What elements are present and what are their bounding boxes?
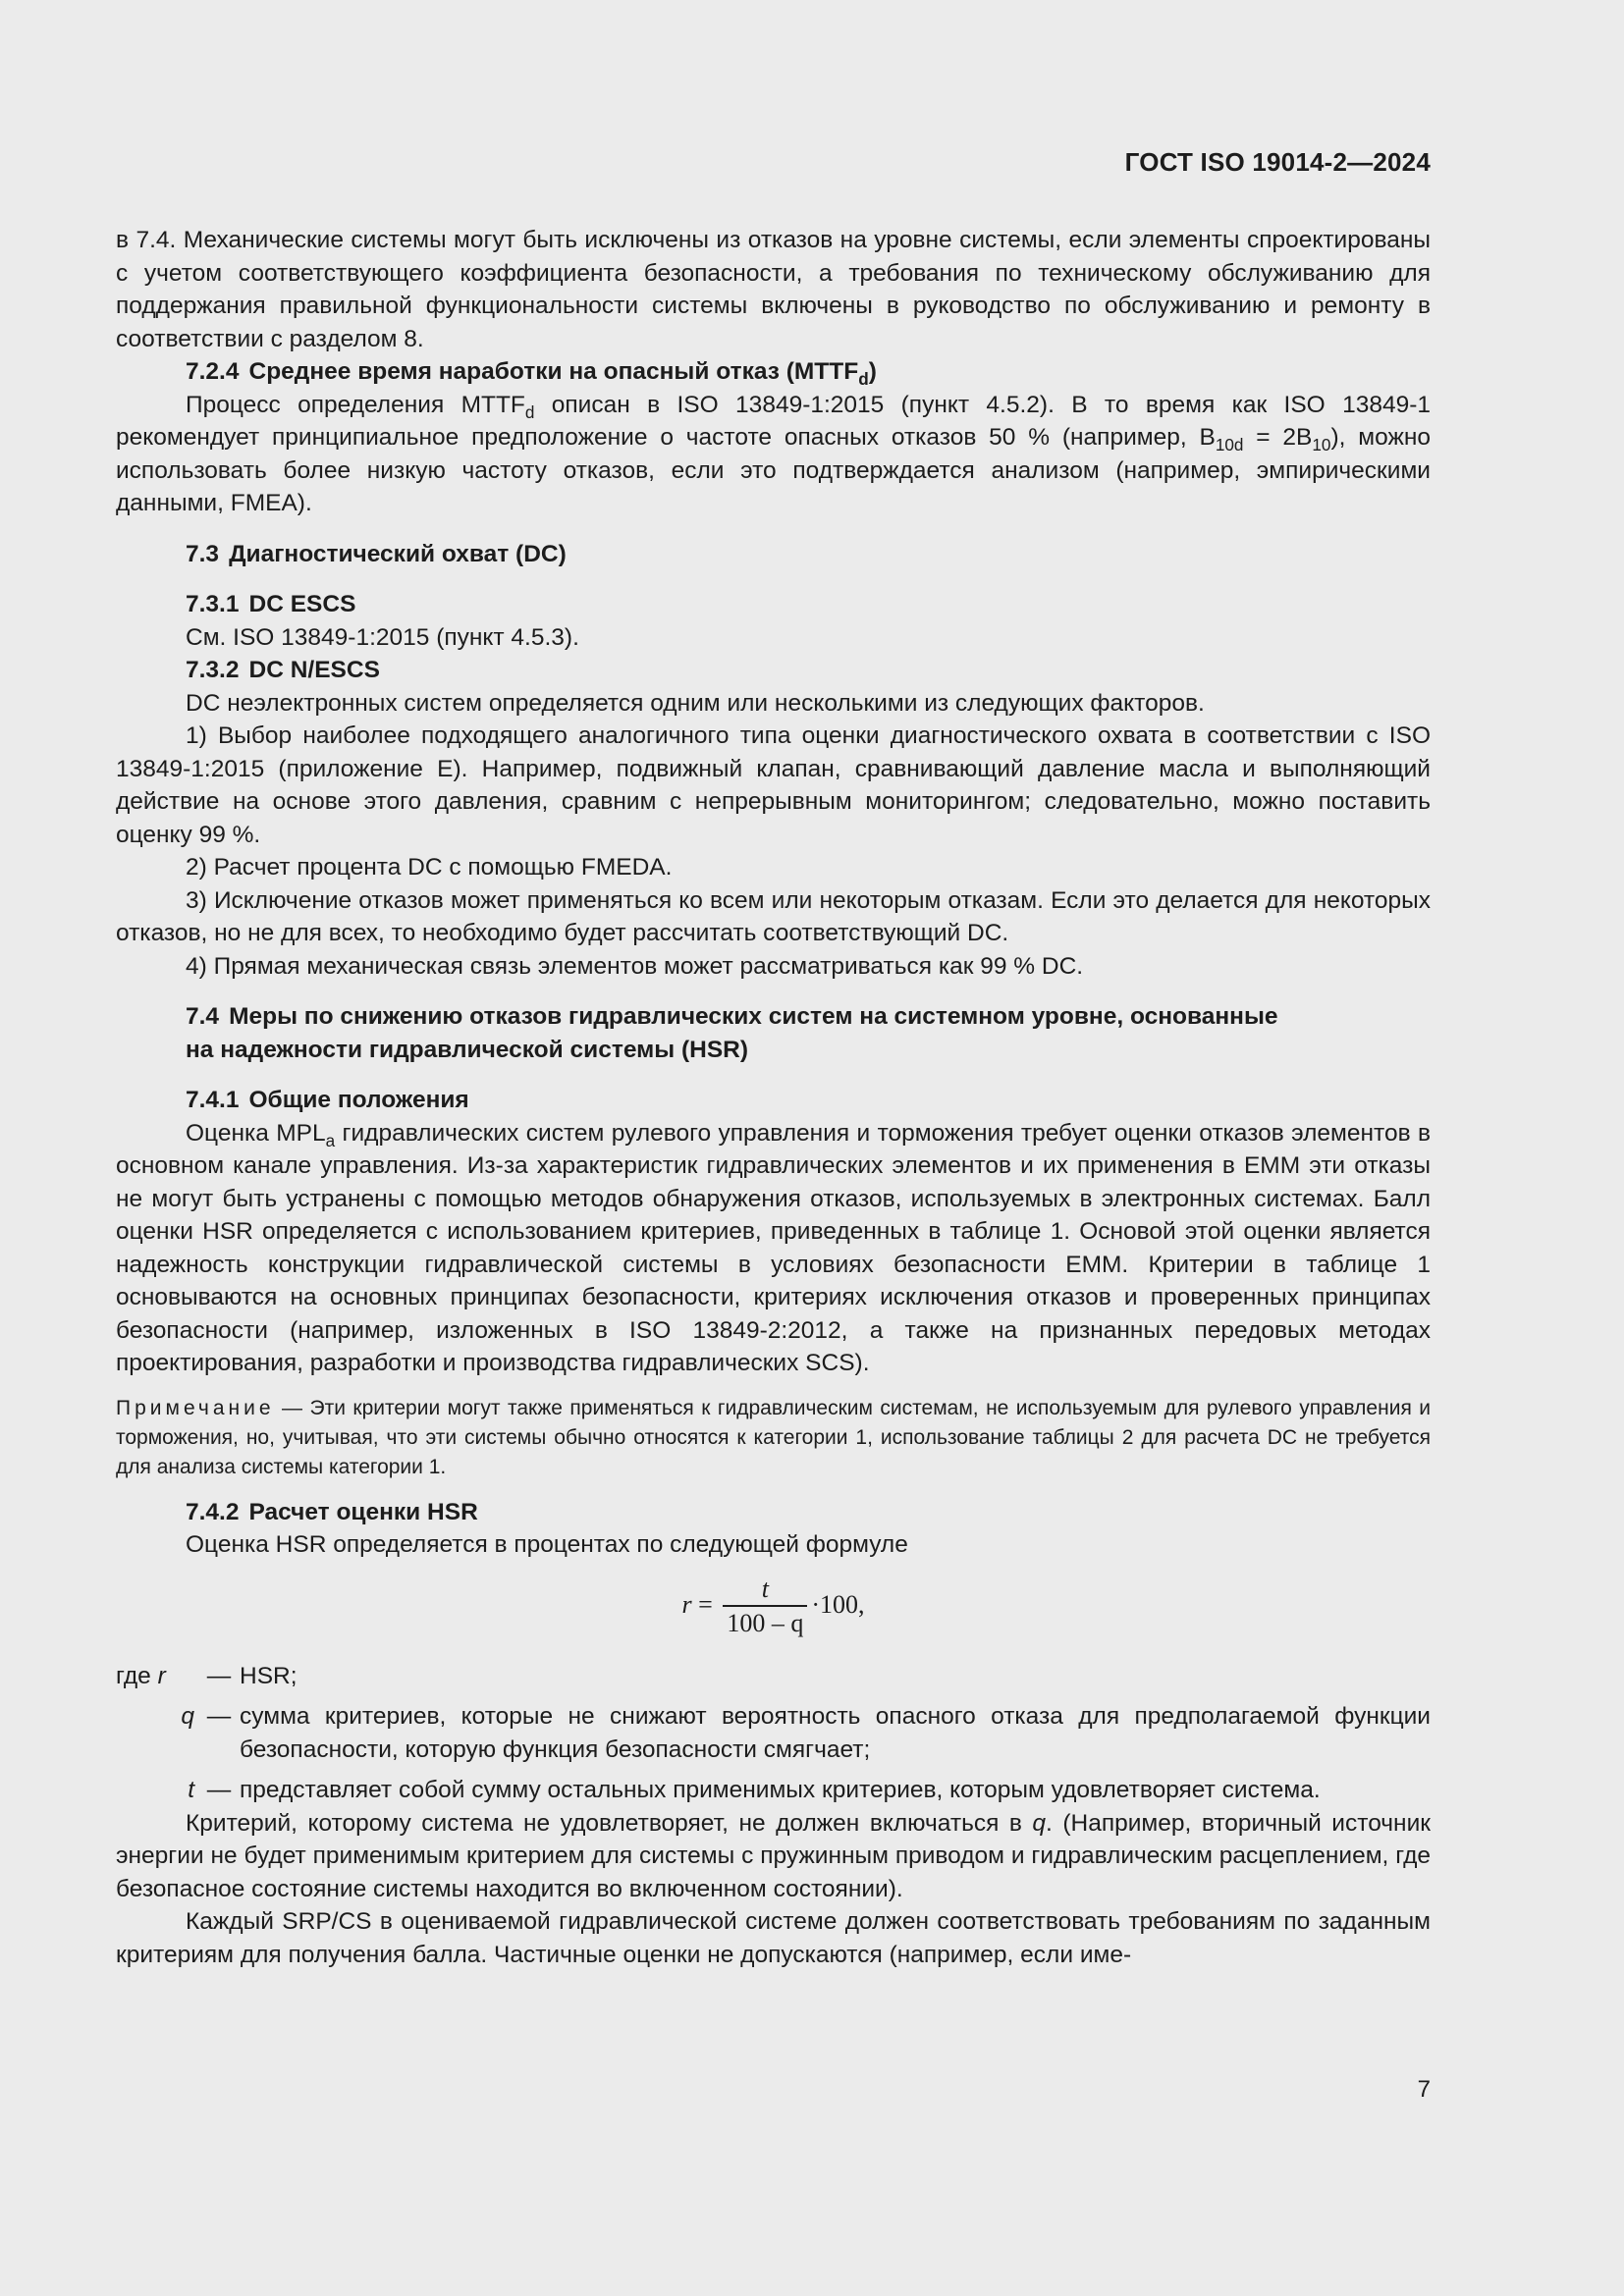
- paragraph-mttf: [116, 389, 1431, 520]
- section-title: Расчет оценки HSR: [248, 1498, 478, 1525]
- section-number: 7.2.4: [186, 358, 240, 385]
- page-body: [116, 224, 1431, 1971]
- definition-dash: —: [206, 1777, 232, 1803]
- formula-fraction: [723, 1574, 807, 1640]
- definition-symbol: t: [188, 1777, 194, 1803]
- section-number: 7.3.2: [186, 657, 240, 683]
- subscript: d: [858, 368, 869, 389]
- section-number: 7.4.2: [186, 1498, 240, 1525]
- formula-denominator: 100 – q: [727, 1608, 804, 1637]
- hsr-formula: [116, 1574, 1431, 1640]
- text-run: Процесс определения MTTF: [186, 391, 525, 418]
- paragraph-general: [116, 1117, 1431, 1380]
- section-title-line2: на надежности гидравлической системы (HSR): [186, 1036, 749, 1063]
- definition-symbol: [116, 1660, 198, 1693]
- section-heading-7-4: [116, 1000, 1431, 1066]
- page-number: 7: [1417, 2076, 1431, 2103]
- paragraph-criterion: [116, 1807, 1431, 1906]
- formula-equals: =: [698, 1589, 713, 1619]
- subscript: a: [325, 1130, 336, 1150]
- definition-dash: —: [206, 1703, 232, 1730]
- subscript: 10: [1312, 434, 1331, 454]
- section-title: Меры по снижению отказов гидравлических систем на системном уровне, основанные: [229, 1003, 1278, 1030]
- document-header: ГОСТ ISO 19014-2—2024: [1124, 147, 1431, 177]
- formula-tail: ·100,: [811, 1589, 865, 1619]
- where-label: где: [116, 1662, 151, 1689]
- section-title-end: ): [868, 358, 877, 385]
- list-item: 1) Выбор наиболее подходящего аналогичного типа оценки диагностического охвата в соответствии с ISO 13849-1:2015 (приложение E). Например, подвижный клапан, сравнивающий давление масла и выполняющий действие на основе этого давления, сравним с непрерывным мониторингом; следовательно, можно поставить оценку 99 %.: [116, 722, 1431, 848]
- formula-numerator: t: [723, 1574, 807, 1607]
- formula-lhs: r: [681, 1589, 692, 1619]
- symbol: r: [157, 1662, 166, 1689]
- section-number: 7.4.1: [186, 1087, 240, 1113]
- text-run: гидравлических систем рулевого управления и торможения требует оценки отказов элементов в основном канале управления. Из-за характеристик гидравлических элементов и их применения в ЕММ эти отказы не могут быть устранены с помощью методов обнаружения отказов, используемых в электронных системах. Балл оценки HSR определяется с использованием критериев, приведенных в таблице 1. Основой этой оценки является надежность конструкции гидравлической системы в условиях безопасности ЕММ. Критерии в таблице 1 основываются на основных принципах безопасности, критериях исключения отказов и проверенных принципах безопасности (например, изложенных в ISO 13849-2:2012, а также на признанных передовых методах проектирования, разработки и производства гидравлических SCS).: [116, 1119, 1431, 1376]
- text-run: Критерий, которому система не удовлетворяет, не должен включаться в: [186, 1809, 1033, 1837]
- text-run: описан в ISO 13849-1:2015 (пункт 4.5.2). В то время как ISO 13849-1 рекомендует принципиальное предположение о частоте опасных отказов 50 % (например, B: [116, 391, 1432, 451]
- text-run: ), можно использовать более низкую частоту отказов, если это подтверждается анализом (например, эмпирическими данными, FMEA).: [116, 424, 1432, 516]
- section-title: Общие положения: [248, 1087, 469, 1113]
- list-item: 4) Прямая механическая связь элементов может рассматриваться как 99 % DC.: [186, 952, 1084, 980]
- list-item: 3) Исключение отказов может применяться ко всем или некоторым отказам. Если это делается для некоторых отказов, но не для всех, то необходимо будет рассчитать соответствующий DC.: [116, 886, 1431, 946]
- definitions-list: [116, 1660, 1431, 1807]
- text-run: = 2B: [1243, 424, 1313, 451]
- definition-text: представляет собой сумму остальных применимых критериев, которым удовлетворяет система.: [240, 1777, 1321, 1803]
- list-item: 2) Расчет процента DC с помощью FMEDA.: [186, 854, 673, 881]
- text-run: Оценка MPL: [186, 1119, 326, 1147]
- definition-text: сумма критериев, которые не снижают вероятность опасного отказа для предполагаемой функции безопасности, которую функция безопасности смягчает;: [240, 1703, 1431, 1763]
- section-number: 7.3.1: [186, 591, 240, 617]
- paragraph-hsr-intro: Оценка HSR определяется в процентах по следующей формуле: [186, 1531, 908, 1558]
- section-title: DC N/ESCS: [248, 657, 380, 683]
- text-run: . (Например, вторичный источник энергии не будет применимым критерием для системы с пружинным приводом и гидравлическим расцеплением, где безопасное состояние системы находится во включенном состоянии).: [116, 1809, 1431, 1902]
- section-heading-7-3-2: [116, 654, 1431, 687]
- section-title: DC ESCS: [248, 591, 356, 617]
- note: [116, 1394, 1431, 1482]
- subscript: 10d: [1215, 434, 1244, 454]
- definition-text: HSR;: [240, 1662, 298, 1689]
- paragraph-intro: в 7.4. Механические системы могут быть исключены из отказов на уровне системы, если элементы спроектированы с учетом соответствующего коэффициента безопасности, а требования по техническому обслуживанию для поддержания правильной функциональности системы включены в руководство по обслуживанию и ремонту в соответствии с разделом 8.: [116, 227, 1431, 352]
- section-heading-7-3: [116, 538, 1431, 571]
- note-label: Примечание: [116, 1396, 275, 1419]
- definition-dash: —: [206, 1662, 232, 1689]
- definition-row: [116, 1766, 1431, 1807]
- symbol: q: [1032, 1809, 1047, 1837]
- paragraph-dc-escs: См. ISO 13849-1:2015 (пункт 4.5.3).: [186, 623, 579, 651]
- paragraph-dc-nescs-intro: DC неэлектронных систем определяется одним или несколькими из следующих факторов.: [186, 689, 1205, 717]
- definition-row: [116, 1692, 1431, 1766]
- section-heading-7-2-4: [116, 355, 1431, 389]
- section-title: Среднее время наработки на опасный отказ (MTTF: [248, 358, 859, 385]
- definition-symbol: q: [181, 1703, 194, 1730]
- section-heading-7-4-1: [116, 1084, 1431, 1117]
- paragraph-srpcs: Каждый SRP/CS в оцениваемой гидравлической системе должен соответствовать требованиям по заданным критериям для получения балла. Частичные оценки не допускаются (например, если име-: [116, 1908, 1431, 1968]
- section-heading-7-3-1: [116, 588, 1431, 621]
- note-text: — Эти критерии могут также применяться к гидравлическим системам, не используемым для рулевого управления и торможения, но, учитывая, что эти системы обычно относятся к категории 1, использование таблицы 2 для расчета DC не требуется для анализа системы категории 1.: [116, 1396, 1431, 1478]
- section-title: Диагностический охват (DC): [229, 540, 567, 567]
- subscript: d: [524, 401, 535, 422]
- section-heading-7-4-2: [116, 1496, 1431, 1529]
- definition-row: [116, 1660, 1431, 1693]
- section-number: 7.3: [186, 540, 220, 567]
- section-number: 7.4: [186, 1003, 220, 1030]
